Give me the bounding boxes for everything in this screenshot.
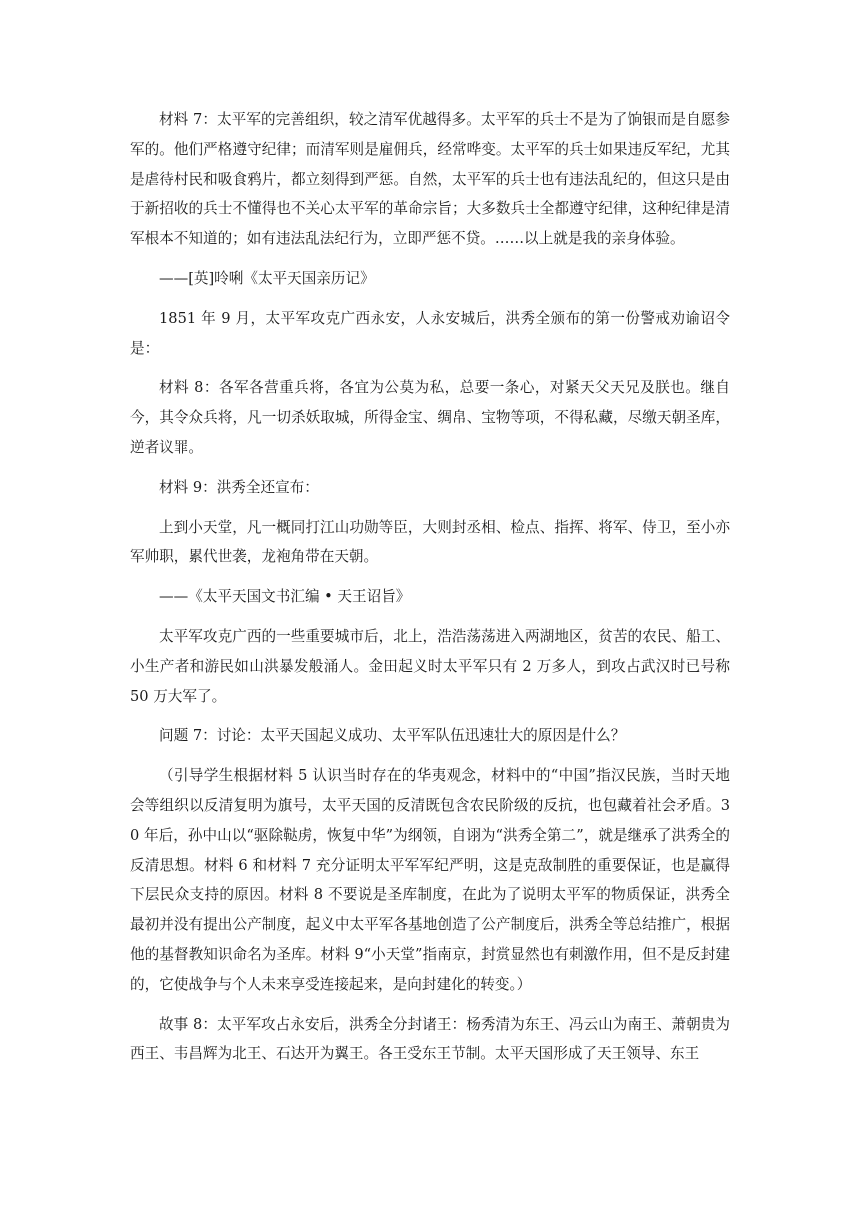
body-paragraph: 1851 年 9 月，太平军攻克广西永安，人永安城后，洪秀全颁布的第一份警戒劝谕诏令是： bbox=[130, 309, 730, 357]
teaching-guidance-paragraph: （引导学生根据材料 5 认识当时存在的华夷观念，材料中的“中国”指汉民族，当时天地会等组织以反清复明为旗号，太平天国的反清既包含农民阶级的反抗，也包藏着社会矛盾。30 年后，孙中山以“驱除鞑虏，恢复中华”为纲领，自诩为“洪秀全第二”，就是继承了洪秀全的反清思想。材料 6 和材料 7 充分证明太平军军纪严明，这是克敌制胜的重要保证，也是赢得下层民众支持的原因。材料 8 不要说是圣库制度，在此为了说明太平军的物质保证，洪秀全最初并没有提出公产制度，起义中太平军各基地创造了公产制度后，洪秀全等总结推广，根据他的基督教知识命名为圣库。材料 9“小天堂”指南京，封赏显然也有刺激作用，但不是反封建的，它使战争与个人未来享受连接起来，是向封建化的转变。） bbox=[130, 767, 730, 993]
question-7-paragraph: 问题 7：讨论：太平天国起义成功、太平军队伍迅速壮大的原因是什么？ bbox=[159, 727, 626, 745]
source-citation: ——《太平天国文书汇编 • 天王诏旨》 bbox=[159, 588, 411, 606]
material-9-quote: 上到小天堂，凡一概同打江山功勋等臣，大则封丞相、检点、指挥、将军、侍卫，至小亦军帅职，累代世袭，龙袍角带在天朝。 bbox=[130, 518, 730, 566]
document-page bbox=[130, 105, 730, 1079]
story-8-paragraph: 故事 8：太平军攻占永安后，洪秀全分封诸王：杨秀清为东王、冯云山为南王、萧朝贵为西王、韦昌辉为北王、石达开为翼王。各王受东王节制。太平天国形成了天王领导、东王 bbox=[130, 1015, 730, 1063]
material-8-paragraph: 材料 8：各军各营重兵将，各宜为公莫为私，总要一条心，对紧天父天兄及朕也。继自今，其令众兵将，凡一切杀妖取城，所得金宝、绸帛、宝物等项，不得私藏，尽缴天朝圣库，逆者议罪。 bbox=[130, 379, 730, 456]
body-paragraph: 太平军攻克广西的一些重要城市后，北上，浩浩荡荡进入两湖地区，贫苦的农民、船工、小生产者和游民如山洪暴发般涌人。金田起义时太平军只有 2 万多人，到攻占武汉时已号称 50 万大军了。 bbox=[130, 627, 730, 705]
material-9-heading: 材料 9：洪秀全还宣布： bbox=[159, 478, 319, 496]
source-citation: ——[英]呤唎《太平天国亲历记》 bbox=[159, 269, 375, 287]
material-7-paragraph: 材料 7：太平军的完善组织，较之清军优越得多。太平军的兵士不是为了饷银而是自愿参军的。他们严格遵守纪律；而清军则是雇佣兵，经常哗变。太平军的兵士如果违反军纪，尤其是虐待村民和吸食鸦片，都立刻得到严惩。自然，太平军的兵士也有违法乱纪的，但这只是由于新招收的兵士不懂得也不关心太平军的革命宗旨；大多数兵士全都遵守纪律，这种纪律是清军根本不知道的；如有违法乱法纪行为，立即严惩不贷。……以上就是我的亲身体验。 bbox=[130, 111, 730, 248]
